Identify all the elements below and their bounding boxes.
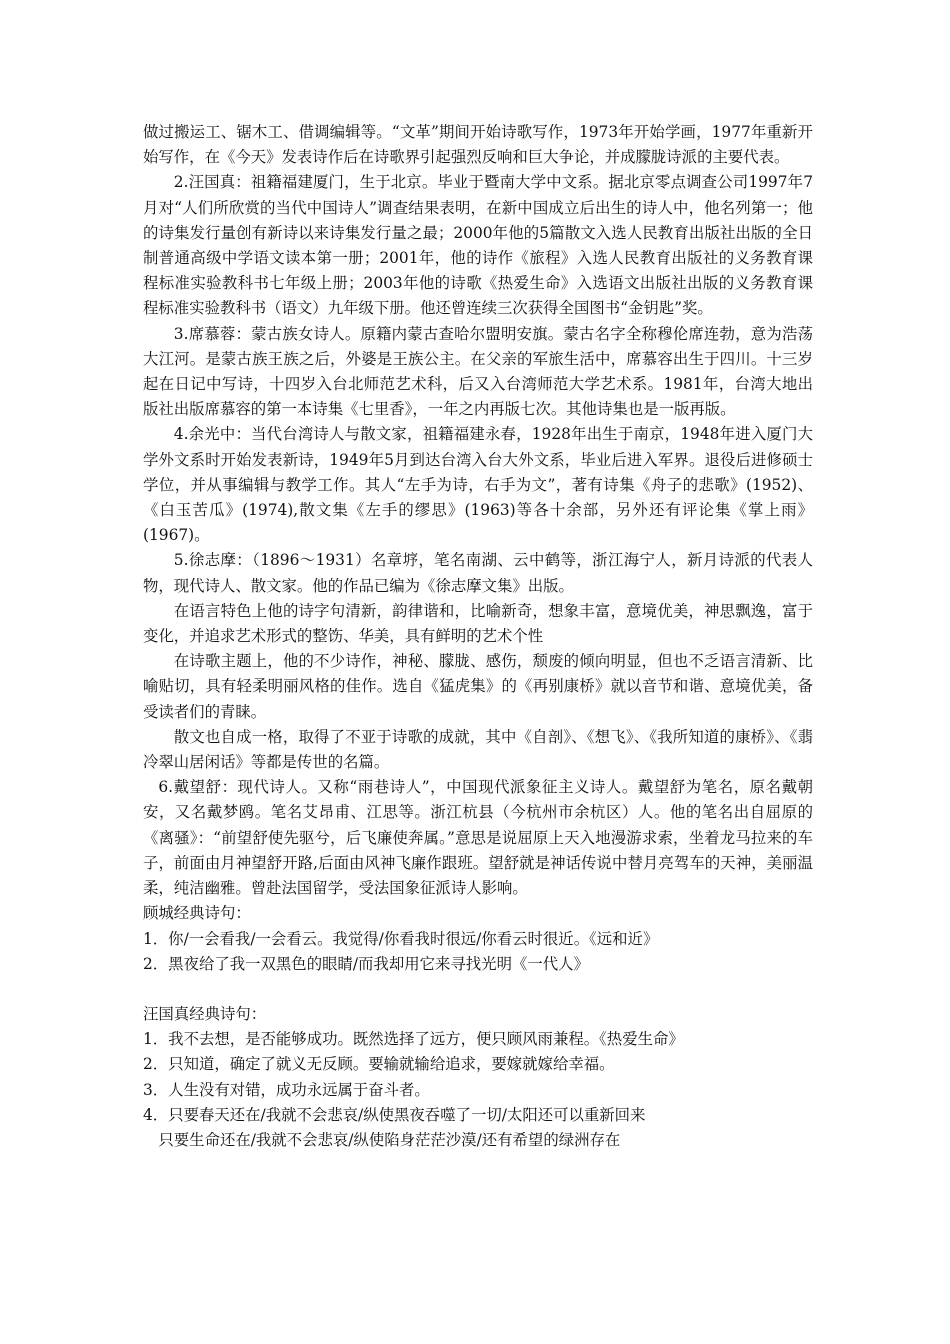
wang-quote-4: 4．只要春天还在/我就不会悲哀/纵使黑夜吞噬了一切/太阳还可以重新回来 (143, 1105, 646, 1124)
paragraph-xu-prose: 散文也自成一格，取得了不亚于诗歌的成就，其中《自剖》、《想飞》、《我所知道的康桥》、《翡冷翠山居闲话》等都是传世的名篇。 (143, 727, 813, 772)
gu-quote-1: 1．你/一会看我/一会看云。我觉得/你看我时很远/你看云时很近。《远和近》 (143, 929, 659, 948)
paragraph-xu-zhimo: 5.徐志摩：（1896～1931）名章垿，笔名南湖、云中鹤等，浙江海宁人，新月诗派的代表人物，现代诗人、散文家。他的作品已编为《徐志摩文集》出版。 (143, 551, 813, 595)
wang-quote-1: 1．我不去想，是否能够成功。既然选择了远方，便只顾风雨兼程。《热爱生命》 (143, 1030, 684, 1049)
heading-wang-quotes: 汪国真经典诗句： (143, 1004, 267, 1023)
paragraph-wang-guozhen: 2.汪国真：祖籍福建厦门，生于北京。毕业于暨南大学中文系。据北京零点调查公司1997年7月对“人们所欣赏的当代中国诗人”调查结果表明，在新中国成立后出生的诗人中，他名列第一；他的诗集发行量创有新诗以来诗集发行量之最；2000年他的5篇散文入选人民教育出版社出版的全日制普通高级中学语文读本第一册；2001年，他的诗作《旅程》入选人民教育出版社的义务教育课程标准实验教科书七年级上册；2003年他的诗歌《热爱生命》入选语文出版社出版的义务教育课程标准实验教科书（语文）九年级下册。他还曾连续三次获得全国图书“金钥匙”奖。 (143, 173, 813, 318)
heading-gu-cheng-quotes: 顾城经典诗句： (143, 904, 251, 923)
paragraph-xi-murong: 3.席慕蓉：蒙古族女诗人。原籍内蒙古查哈尔盟明安旗。蒙古名字全称穆伦席连勃，意为浩荡大江河。是蒙古族王族之后，外婆是王族公主。在父亲的军旅生活中，席慕容出生于四川。十三岁起在日记中写诗，十四岁入台北师范艺术科，后又入台湾师范大学艺术系。1981年，台湾大地出版社出版席慕容的第一本诗集《七里香》，一年之内再版七次。其他诗集也是一版再版。 (143, 324, 813, 419)
paragraph-dai-wangshu: 6.戴望舒：现代诗人。又称“雨巷诗人”，中国现代派象征主义诗人。戴望舒为笔名，原名戴朝安，又名戴梦鸥。笔名艾昂甫、江思等。浙江杭县（今杭州市余杭区）人。他的笔名出自屈原的《离骚》：“前望舒使先驱兮，后飞廉使奔属。”意思是说屈原上天入地漫游求索，坐着龙马拉来的车子，前面由月神望舒开路,后面由风神飞廉作跟班。望舒就是神话传说中替月亮驾车的天神，美丽温柔，纯洁幽雅。曾赴法国留学，受法国象征派诗人影响。 (143, 778, 813, 898)
paragraph-yu-guangzhong: 4.余光中：当代台湾诗人与散文家，祖籍福建永春，1928年出生于南京，1948年进入厦门大学外文系时开始发表新诗，1949年5月到达台湾入台大外文系，毕业后进入军界。退役后进修硕士学位，并从事编辑与教学工作。其人“左手为诗，右手为文”，著有诗集《舟子的悲歌》(1952)、《白玉苦瓜》(1974),散文集《左手的缪思》(1963)等各十余部，另外还有评论集《掌上雨》(1967)。 (143, 425, 813, 545)
wang-quote-4-continued: 只要生命还在/我就不会悲哀/纵使陷身茫茫沙漠/还有希望的绿洲存在 (158, 1130, 621, 1149)
wang-quote-2: 2．只知道，确定了就义无反顾。要输就输给追求，要嫁就嫁给幸福。 (143, 1055, 615, 1074)
paragraph-xu-theme: 在诗歌主题上，他的不少诗作，神秘、朦胧、感伤，颓废的倾向明显，但也不乏语言清新、比喻贴切，具有轻柔明丽风格的佳作。选自《猛虎集》的《再别康桥》就以音节和谐、意境优美，备受读者们的青睐。 (143, 652, 813, 721)
spacer (143, 977, 813, 1002)
document-page (143, 120, 813, 1153)
paragraph-xu-language: 在语言特色上他的诗字句清新，韵律谐和，比喻新奇，想象丰富，意境优美，神思飘逸，富于变化，并追求艺术形式的整饬、华美，具有鲜明的艺术个性 (143, 601, 813, 646)
gu-quote-2: 2．黑夜给了我一双黑色的眼睛/而我却用它来寻找光明《一代人》 (143, 954, 589, 973)
paragraph-intro: 做过搬运工、锯木工、借调编辑等。“文革”期间开始诗歌写作，1973年开始学画，1977年重新开始写作，在《今天》发表诗作后在诗歌界引起强烈反响和巨大争论，并成朦胧诗派的主要代表。 (143, 123, 813, 167)
wang-quote-3: 3．人生没有对错，成功永远属于奋斗者。 (143, 1080, 430, 1099)
